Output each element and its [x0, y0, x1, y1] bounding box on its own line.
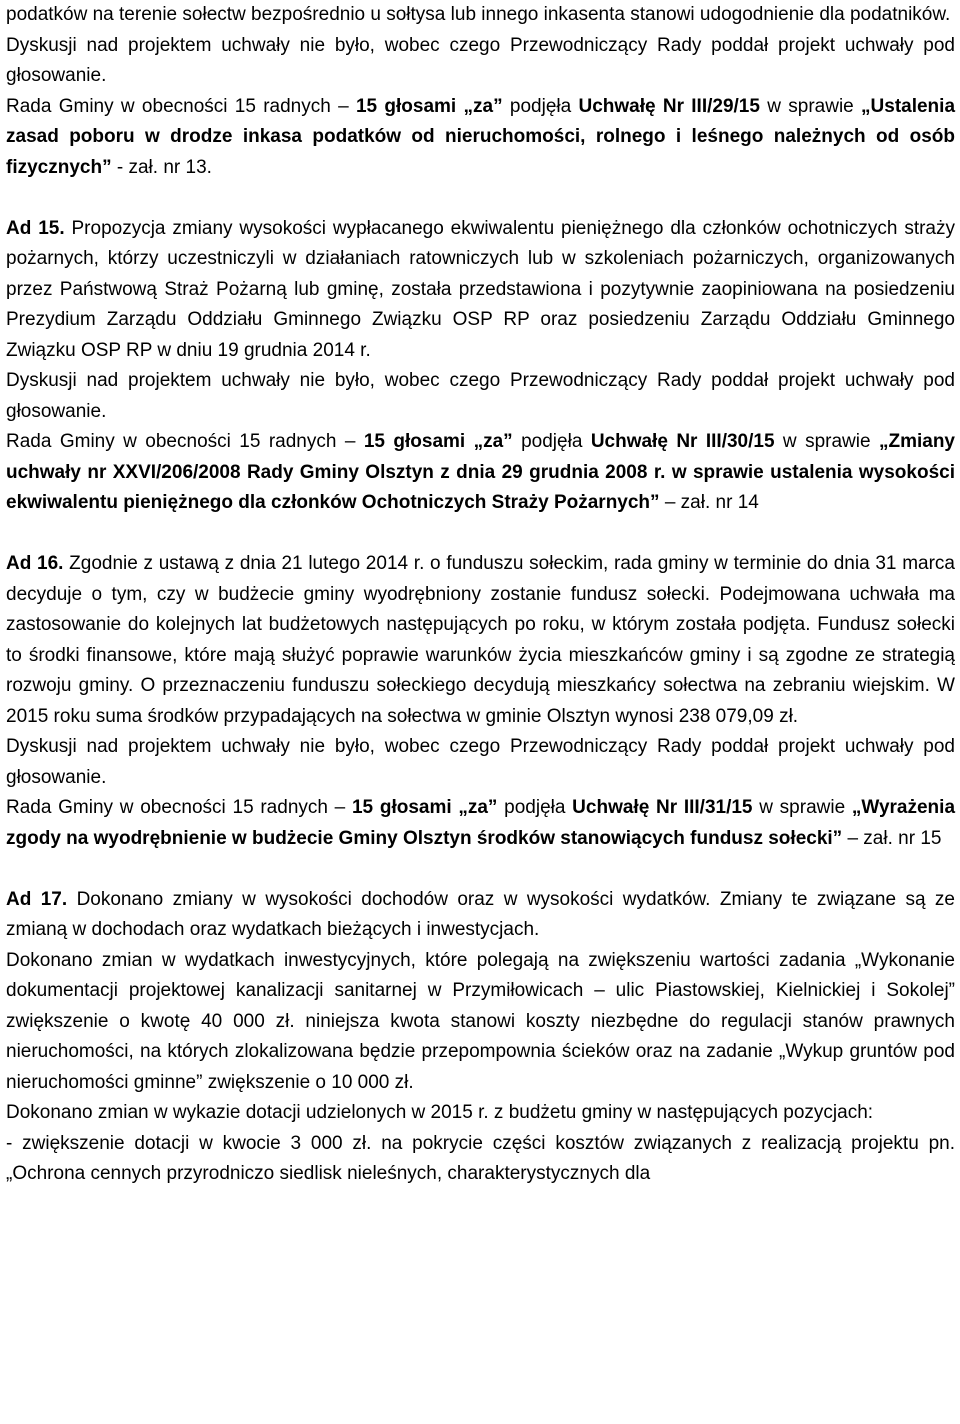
text-run: podjęła	[497, 797, 573, 818]
text-run: Dyskusji nad projektem uchwały nie było, wobec czego Przewodniczący Rady poddał projekt uchwały pod głosowanie.	[6, 34, 955, 86]
text-run: Zgodnie z ustawą z dnia 21 lutego 2014 r. o funduszu sołeckim, rada gminy w terminie do dnia 31 marca decyduje o tym, czy w budżecie gminy wyodrębniony zostanie fundusz sołecki. Podejmowana uchwała ma zastosowanie do kolejnych lat budżetowych następujących po roku, w którym została podjęta. Fundusz sołecki to środki finansowe, które mają służyć poprawie warunków życia mieszkańców gminy i są zgodne ze strategią rozwoju gminy. O przeznaczeniu funduszu sołeckiego decydują mieszkańcy sołectwa na zebraniu wiejskim. W 2015 roku suma środków przypadających na sołectwa w gminie Olsztyn wynosi 238 079,09 zł.	[6, 553, 955, 727]
paragraph	[6, 885, 955, 946]
bold-text-run: 15 głosami „za”	[355, 95, 503, 117]
paragraph	[6, 946, 955, 1099]
bold-text-run: Ad 15.	[6, 217, 65, 239]
paragraph	[6, 366, 955, 427]
text-run: podatków na terenie sołectw bezpośrednio u sołtysa lub innego inkasenta stanowi udogodnienie dla podatników.	[6, 4, 951, 25]
text-run: w sprawie	[752, 797, 852, 818]
text-run: Rada Gminy w obecności 15 radnych –	[6, 431, 364, 452]
text-run: w sprawie	[774, 431, 879, 452]
text-run: w sprawie	[759, 95, 862, 117]
text-run: Dokonano zmian w wydatkach inwestycyjnych, które polegają na zwiększeniu wartości zadania „Wykonanie dokumentacji projektowej kanalizacji sanitarnej w Przymiłowicach – ulic Piastowskiej, Kielnickiej i Sokolej” zwiększenie o kwotę 40 000 zł. niniejsza kwota stanowi koszty niezbędne do regulacji stanów prawnych nieruchomości, na których zlokalizowana będzie przepompownia ścieków oraz na zadanie „Wykup gruntów pod nieruchomości gminne” zwiększenie o 10 000 zł.	[6, 949, 955, 1093]
text-run: Dokonano zmian w wykazie dotacji udzielonych w 2015 r. z budżetu gminy w następujących pozycjach:	[6, 1102, 874, 1123]
bold-text-run: Uchwałę Nr III/31/15	[572, 797, 753, 818]
paragraph-spacer	[6, 183, 955, 214]
paragraph	[6, 427, 955, 519]
paragraph	[6, 1129, 955, 1190]
paragraph	[6, 0, 955, 31]
paragraph-spacer	[6, 854, 955, 885]
text-run: – zał. nr 14	[659, 492, 759, 513]
paragraph	[6, 732, 955, 793]
paragraph	[6, 549, 955, 732]
paragraph	[6, 1098, 955, 1129]
bold-text-run: Ad 17.	[6, 888, 68, 910]
bold-text-run: 15 głosami „za”	[363, 431, 513, 452]
paragraph	[6, 31, 955, 92]
text-run: Dyskusji nad projektem uchwały nie było, wobec czego Przewodniczący Rady poddał projekt uchwały pod głosowanie.	[6, 736, 955, 788]
text-run: Rada Gminy w obecności 15 radnych –	[6, 797, 352, 818]
bold-text-run: Uchwałę Nr III/30/15	[590, 431, 775, 452]
paragraph	[6, 92, 955, 184]
bold-text-run: Uchwałę Nr III/29/15	[578, 95, 760, 117]
bold-text-run: „Wyrażenia zgody na wyodrębnienie w budżecie Gminy Olsztyn środków stanowiących fundusz sołecki”	[6, 797, 956, 849]
bold-text-run: 15 głosami „za”	[351, 797, 498, 818]
bold-text-run: Ad 16.	[6, 553, 64, 574]
paragraph	[6, 214, 955, 367]
text-run: Rada Gminy w obecności 15 radnych –	[6, 95, 356, 117]
text-run: - zwiększenie dotacji w kwocie 3 000 zł. na pokrycie części kosztów związanych z realizacją projektu pn. „Ochrona cennych przyrodniczo siedlisk nieleśnych, charakterystycznych dla	[6, 1132, 955, 1184]
bold-text-run: „Ustalenia zasad poboru w drodze inkasa podatków od nieruchomości, rolnego i leśnego należnych od osób fizycznych”	[6, 95, 956, 178]
text-run: podjęła	[502, 95, 579, 117]
text-run: Dyskusji nad projektem uchwały nie było, wobec czego Przewodniczący Rady poddał projekt uchwały pod głosowanie.	[6, 370, 955, 422]
text-run: Propozycja zmiany wysokości wypłacanego ekwiwalentu pieniężnego dla członków ochotniczych straży pożarnych, którzy uczestniczyli w działaniach ratowniczych lub w szkoleniach pożarniczych, organizowanych przez Państwową Straż Pożarną lub gminę, została przedstawiona i pozytywnie zaopiniowana na posiedzeniu Prezydium Zarządu Oddziału Gminnego Związku OSP RP oraz posiedzeniu Zarządu Oddziału Gminnego Związku OSP RP w dniu 19 grudnia 2014 r.	[6, 217, 955, 361]
paragraph-spacer	[6, 519, 955, 550]
text-run: podjęła	[512, 431, 591, 452]
text-run: Dokonano zmiany w wysokości dochodów oraz w wysokości wydatków. Zmiany te związane są ze zmianą w dochodach oraz wydatkach bieżących i inwestycjach.	[6, 888, 955, 940]
text-run: – zał. nr 15	[842, 827, 942, 849]
text-run: - zał. nr 13.	[111, 156, 212, 178]
paragraph	[6, 793, 955, 854]
bold-text-run: „Zmiany uchwały nr XXVI/206/2008 Rady Gminy Olsztyn z dnia 29 grudnia 2008 r. w sprawie ustalenia wysokości ekwiwalentu pieniężnego dla członków Ochotniczych Straży Pożarnych”	[6, 431, 955, 513]
